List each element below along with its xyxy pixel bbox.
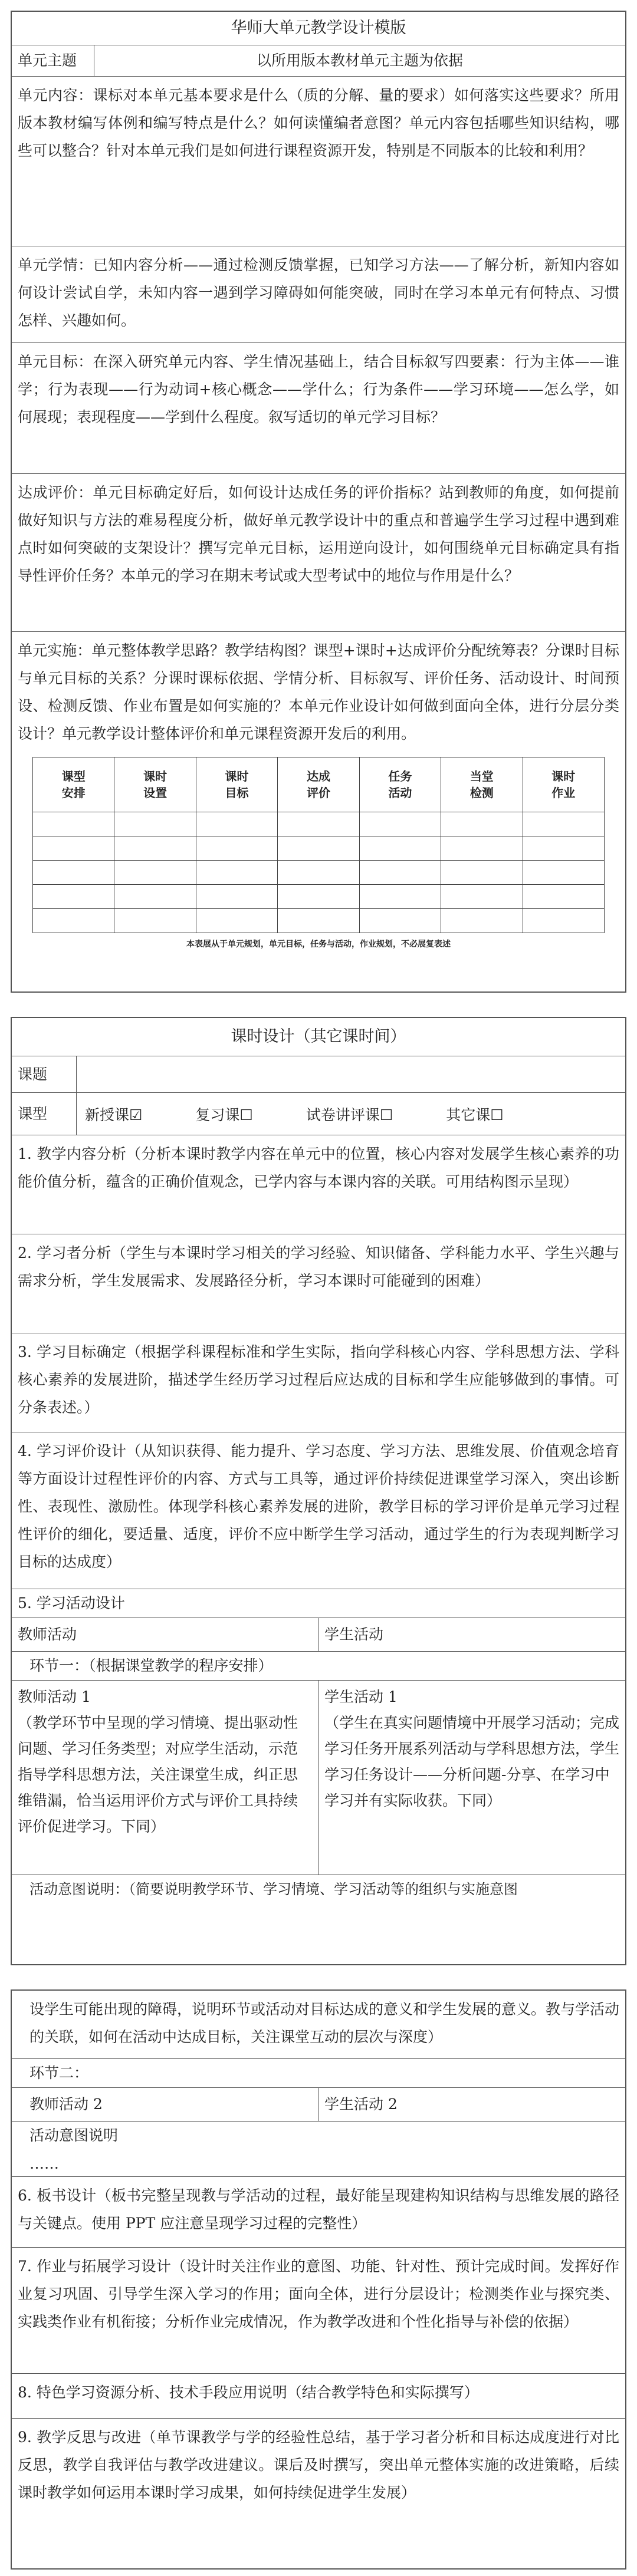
lesson-page-title: 课时设计（其它课时间） (12, 1018, 625, 1056)
table-cell[interactable] (278, 836, 359, 861)
table-cell[interactable] (196, 909, 277, 933)
topic-label: 课题 (12, 1056, 77, 1092)
segment-one-label: 环节一：（根据课堂教学的程序安排） (12, 1652, 625, 1681)
unit-goals-section: 单元目标：在深入研究单元内容、学生情况基础上，结合目标叙写四要素：行为主体——谁学；行为表现——行为动词+核心概念——学什么；行为条件——学习环境——怎么学，如何展现；表现程度——学到什么程度。叙写适切的单元学习目标？ (12, 343, 625, 474)
reflection-section: 9. 教学反思与改进（单节课教学与学的经验性总结，基于学习者分析和目标达成度进行对比反思，教学自我评估与教学改进建议。课后及时撰写，突出单元整体实施的改进策略，后续课时教学如何运用本课时学习成果，如何持续促进学生发展） (18, 2429, 619, 2501)
table-cell[interactable] (441, 909, 523, 933)
teacher-activity-one-body: （教学环节中呈现的学习情境、提出驱动性问题、学习任务类型；对应学生活动，示范指导学科思想方法，关注课堂生成，纠正思维错漏，恰当运用评价方式与评价工具持续评价促进学习。下同） (18, 1714, 298, 1835)
teacher-activity-two: 教师活动 2 (12, 2088, 318, 2121)
activity-intent-two-label: 活动意图说明 (29, 2127, 119, 2144)
student-activity-one-body: （学生在真实问题情境中开展学习活动；完成学习任务开展系列活动与学科思想方法，学生学习任务设计——分析问题-分享、在学习中学习并有实际收获。下同） (324, 1714, 620, 1809)
activity-intent-label: 活动意图说明：（简要说明教学环节、学习情境、学习活动等的组织与实施意图 (29, 1881, 518, 1898)
ellipsis: …… (29, 2155, 59, 2172)
table-cell[interactable] (441, 885, 523, 909)
unit-content-section: 单元内容：课标对本单元基本要求是什么（质的分解、量的要求）如何落实这些要求？所用版本教材编写体例和编写特点是什么？如何读懂编者意图？单元内容包括哪些知识结构，哪些可以整合？针对本单元我们是如何进行课程资源开发，特别是不同版本的比较和利用？ (12, 77, 625, 246)
unit-implementation-section (12, 632, 625, 954)
table-row (33, 836, 605, 861)
table-cell[interactable] (523, 909, 604, 933)
table-cell[interactable] (359, 861, 441, 885)
table-cell[interactable] (278, 812, 359, 836)
student-activity-one (318, 1681, 625, 1875)
activity-two-row (12, 2088, 625, 2122)
table-header-cell: 课型 安排 (33, 757, 114, 812)
table-cell[interactable] (114, 836, 196, 861)
unit-theme-value: 以所用版本教材单元主题为依据 (256, 52, 463, 69)
table-row (33, 909, 605, 933)
lesson-design-continued-page (11, 1989, 626, 2570)
student-activity-two: 学生活动 2 (324, 2096, 398, 2113)
segment-two-label: 环节二： (12, 2059, 625, 2088)
unit-design-template-page (11, 11, 626, 993)
table-cell[interactable] (33, 861, 114, 885)
table-cell[interactable] (523, 812, 604, 836)
type-option-exam-review[interactable]: 试卷讲评课☐ (306, 1106, 393, 1124)
type-option-other[interactable]: 其它课☐ (446, 1106, 504, 1124)
table-cell[interactable] (441, 861, 523, 885)
teacher-activity-header: 教师活动 (12, 1618, 318, 1651)
table-cell[interactable] (33, 836, 114, 861)
topic-row (12, 1056, 625, 1093)
table-header-row (33, 757, 605, 812)
unit-theme-row (12, 45, 625, 77)
table-cell[interactable] (278, 909, 359, 933)
learning-goals-section: 3. 学习目标确定（根据学科课程标准和学生实际，指向学科核心内容、学科思想方法、学科核心素养的发展进阶，描述学生经历学习过程后应达成的目标和学生应能够做到的事情。可分条表述。） (12, 1333, 625, 1432)
content-analysis-section: 1. 教学内容分析（分析本课时教学内容在单元中的位置，核心内容对发展学生核心素养的功能价值分析，蕴含的正确价值观念，已学内容与本课内容的关联。可用结构图示呈现） (12, 1135, 625, 1234)
teacher-activity-one-title: 教师活动 1 (18, 1688, 91, 1705)
resource-analysis-section: 8. 特色学习资源分析、技术手段应用说明（结合教学特色和实际撰写） (12, 2374, 625, 2419)
table-cell[interactable] (114, 909, 196, 933)
table-cell[interactable] (114, 861, 196, 885)
activity-one-row (12, 1681, 625, 1875)
table-cell[interactable] (114, 885, 196, 909)
page-title: 华师大单元教学设计模版 (12, 12, 625, 45)
activity-intent-continued: 设学生可能出现的障碍，说明环节或活动对目标达成的意义和学生发展的意义。教与学活动的关联，如何在活动中达成目标，关注课堂互动的层次与深度） (12, 1991, 625, 2059)
table-cell[interactable] (523, 885, 604, 909)
unit-theme-label: 单元主题 (12, 45, 94, 76)
table-cell[interactable] (359, 885, 441, 909)
table-cell[interactable] (196, 885, 277, 909)
topic-value (77, 1056, 625, 1092)
table-cell[interactable] (523, 861, 604, 885)
lesson-type-row (12, 1093, 625, 1135)
table-header-cell: 达成 评价 (278, 757, 359, 812)
table-cell[interactable] (196, 861, 277, 885)
table-cell[interactable] (278, 861, 359, 885)
table-header-cell: 任务 活动 (359, 757, 441, 812)
lesson-design-page (11, 1017, 626, 1965)
table-header-cell: 课时 设置 (114, 757, 196, 812)
table-row (33, 812, 605, 836)
type-option-new[interactable]: 新授课☑ (85, 1106, 143, 1124)
unit-evaluation-section: 达成评价：单元目标确定好后，如何设计达成任务的评价指标？站到教师的角度，如何提前做好知识与方法的难易程度分析，做好单元教学设计中的重点和普遍学生学习过程中遇到难点时如何突破的支架设计？撰写完单元目标，运用逆向设计，如何围绕单元目标确定具有指导性评价任务？本单元的学习在期末考试或大型考试中的地位与作用是什么？ (12, 474, 625, 632)
learner-analysis-section: 2. 学习者分析（学生与本课时学习相关的学习经验、知识储备、学科能力水平、学生兴趣与需求分析，学生发展需求、发展路径分析，学习本课时可能碰到的困难） (12, 1234, 625, 1333)
table-header-cell: 当堂 检测 (441, 757, 523, 812)
type-option-review[interactable]: 复习课☐ (195, 1106, 253, 1124)
unit-implementation-text: 单元实施：单元整体教学思路？教学结构图？课型+课时+达成评价分配统筹表？分课时目标与单元目标的关系？分课时课标依据、学情分析、目标叙写、评价任务、活动设计、时间预设、检测反馈、作业布置是如何实施的？本单元作业设计如何做到面向全体，进行分层分类设计？单元教学设计整体评价和单元课程资源开发后的利用。 (18, 642, 619, 742)
table-cell[interactable] (33, 812, 114, 836)
table-header-cell: 课时 作业 (523, 757, 604, 812)
table-cell[interactable] (33, 909, 114, 933)
learning-evaluation-section: 4. 学习评价设计（从知识获得、能力提升、学习态度、学习方法、思维发展、价值观念培育等方面设计过程性评价的内容、方式与工具等，通过评价持续促进课堂学习深入，突出诊断性、表现性、激励性。体现学科核心素养发展的进阶，教学目标的学习评价是单元学习过程性评价的细化，要适量、适度，评价不应中断学生学习活动，通过学生的行为表现判断学习目标的达成度） (12, 1432, 625, 1589)
table-cell[interactable] (441, 836, 523, 861)
student-activity-one-title: 学生活动 1 (324, 1688, 398, 1705)
table-cell[interactable] (196, 836, 277, 861)
table-cell[interactable] (359, 909, 441, 933)
table-cell[interactable] (523, 836, 604, 861)
activity-header-row (12, 1618, 625, 1652)
board-design-section: 6. 板书设计（板书完整呈现教与学活动的过程，最好能呈现建构知识结构与思维发展的路径与关键点。使用 PPT 应注意呈现学习过程的完整性） (12, 2177, 625, 2248)
homework-design-section: 7. 作业与拓展学习设计（设计时关注作业的意图、功能、针对性、预计完成时间。发挥好作业复习巩固、引导学生深入学习的作用；面向全体，进行分层设计；检测类作业与探究类、实践类作业有机衔接；分析作业完成情况，作为教学改进和个性化指导与补偿的依据） (12, 2248, 625, 2374)
table-cell[interactable] (278, 885, 359, 909)
unit-learner-section: 单元学情：已知内容分析——通过检测反馈掌握，已知学习方法——了解分析，新知内容如何设计尝试自学，未知内容一遇到学习障碍如何能突破，同时在学习本单元有何特点、习惯怎样、兴趣如何。 (12, 246, 625, 343)
lesson-allocation-table (32, 757, 605, 933)
table-note: 本表展从于单元规划，单元目标，任务与活动，作业规划，不必展复表述 (186, 940, 451, 949)
table-cell[interactable] (196, 812, 277, 836)
table-cell[interactable] (441, 812, 523, 836)
activity-design-heading: 5. 学习活动设计 (12, 1589, 625, 1618)
table-row (33, 885, 605, 909)
teacher-activity-one (12, 1681, 318, 1875)
table-header-cell: 课时 目标 (196, 757, 277, 812)
table-cell[interactable] (359, 812, 441, 836)
table-cell[interactable] (114, 812, 196, 836)
student-activity-header: 学生活动 (324, 1626, 384, 1643)
table-row (33, 861, 605, 885)
lesson-type-label: 课型 (12, 1093, 77, 1135)
activity-intent-two (12, 2122, 625, 2177)
table-cell[interactable] (33, 885, 114, 909)
table-cell[interactable] (359, 836, 441, 861)
